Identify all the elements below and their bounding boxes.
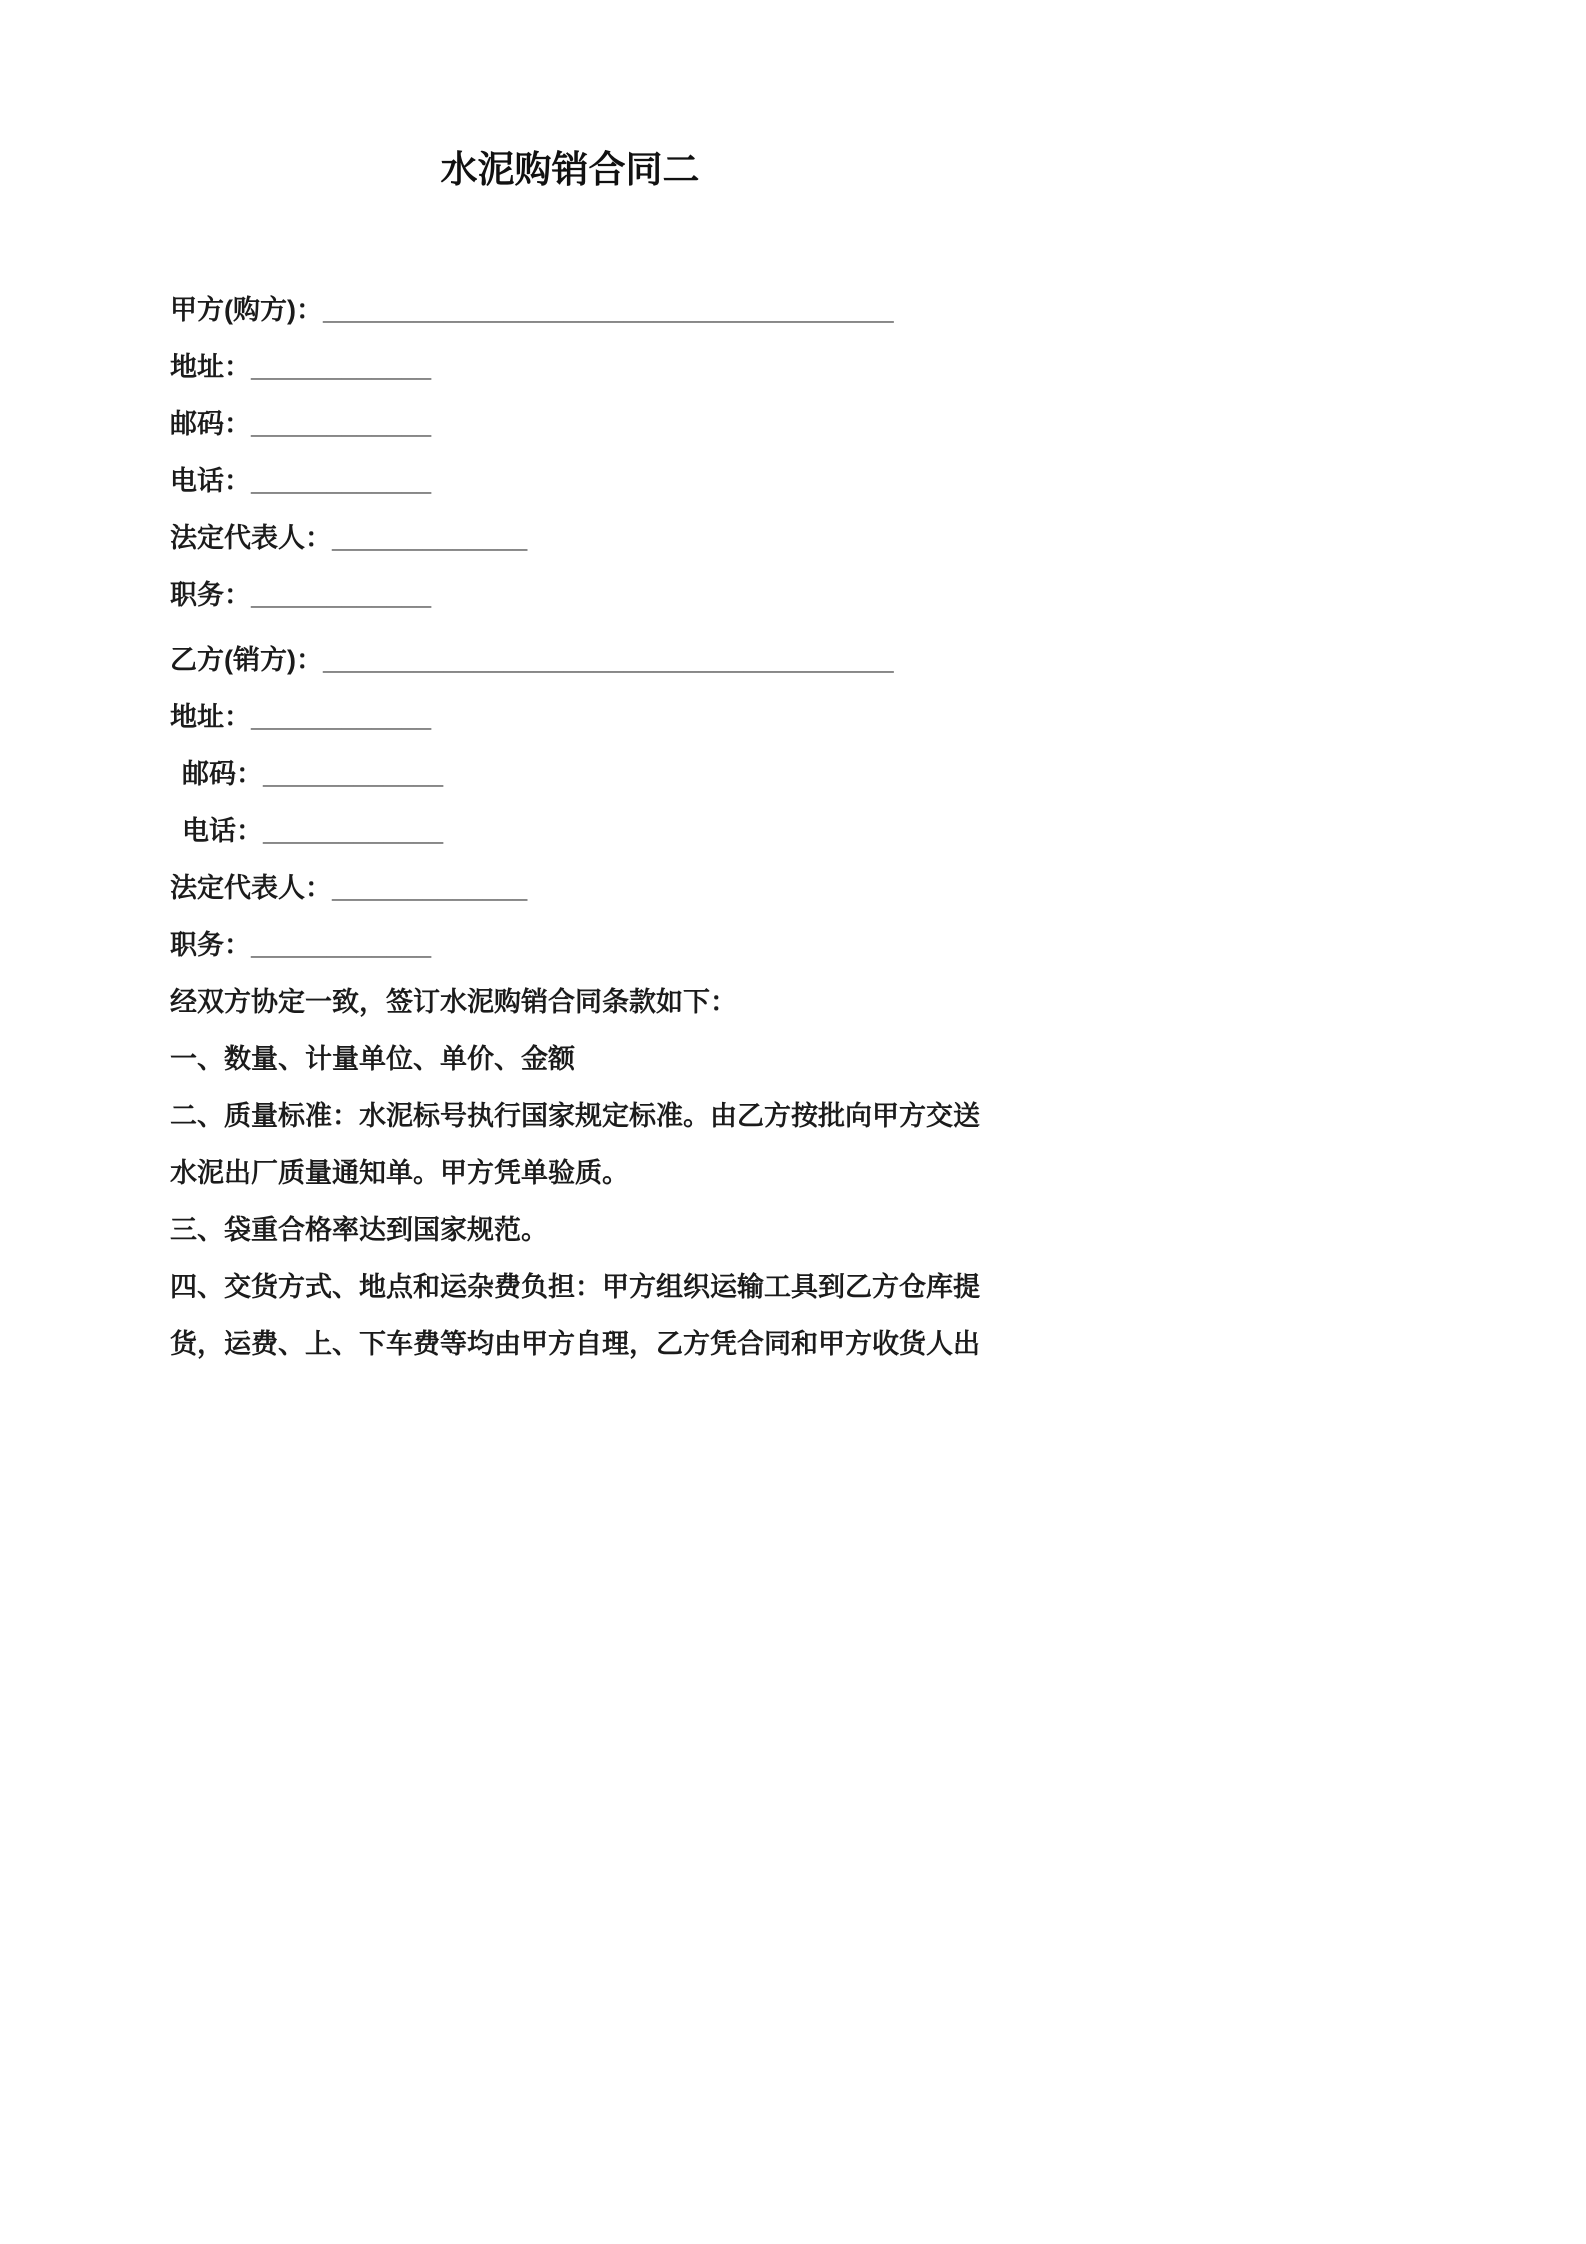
- party-b-phone-line: 电话：____________: [182, 816, 444, 846]
- party-a-address-line: 地址：____________: [170, 352, 432, 382]
- party-a-job-title-line: 职务：____________: [170, 580, 432, 610]
- party-b-job-title-line: 职务：____________: [170, 930, 432, 960]
- party-a-phone-line: 电话：____________: [170, 466, 432, 496]
- clause-3-line: 三、袋重合格率达到国家规范。: [170, 1215, 548, 1245]
- party-a-zip-line: 邮码：____________: [170, 409, 432, 439]
- text-column: [170, 148, 980, 1373]
- party-a-representative-line: 法定代表人：_____________: [170, 523, 528, 553]
- clause-2-line-1: 二、质量标准：水泥标号执行国家规定标准。由乙方按批向甲方交送: [170, 1101, 980, 1131]
- party-b-representative-line: 法定代表人：_____________: [170, 873, 528, 903]
- party-b-name-line: 乙方(销方)：______________________________________: [170, 645, 894, 675]
- document-title: 水泥购销合同二: [440, 149, 700, 190]
- clause-4-line-1: 四、交货方式、地点和运杂费负担：甲方组织运输工具到乙方仓库提: [170, 1272, 980, 1302]
- clause-1-line: 一、数量、计量单位、单价、金额: [170, 1044, 575, 1074]
- clause-2-line-2: 水泥出厂质量通知单。甲方凭单验质。: [170, 1158, 629, 1188]
- party-b-zip-line: 邮码：____________: [182, 759, 444, 789]
- agreement-intro-line: 经双方协定一致，签订水泥购销合同条款如下：: [170, 987, 737, 1017]
- party-a-name-line: 甲方(购方)：______________________________________: [170, 295, 894, 325]
- clause-4-line-2: 货，运费、上、下车费等均由甲方自理，乙方凭合同和甲方收货人出: [170, 1329, 980, 1359]
- party-b-address-line: 地址：____________: [170, 702, 432, 732]
